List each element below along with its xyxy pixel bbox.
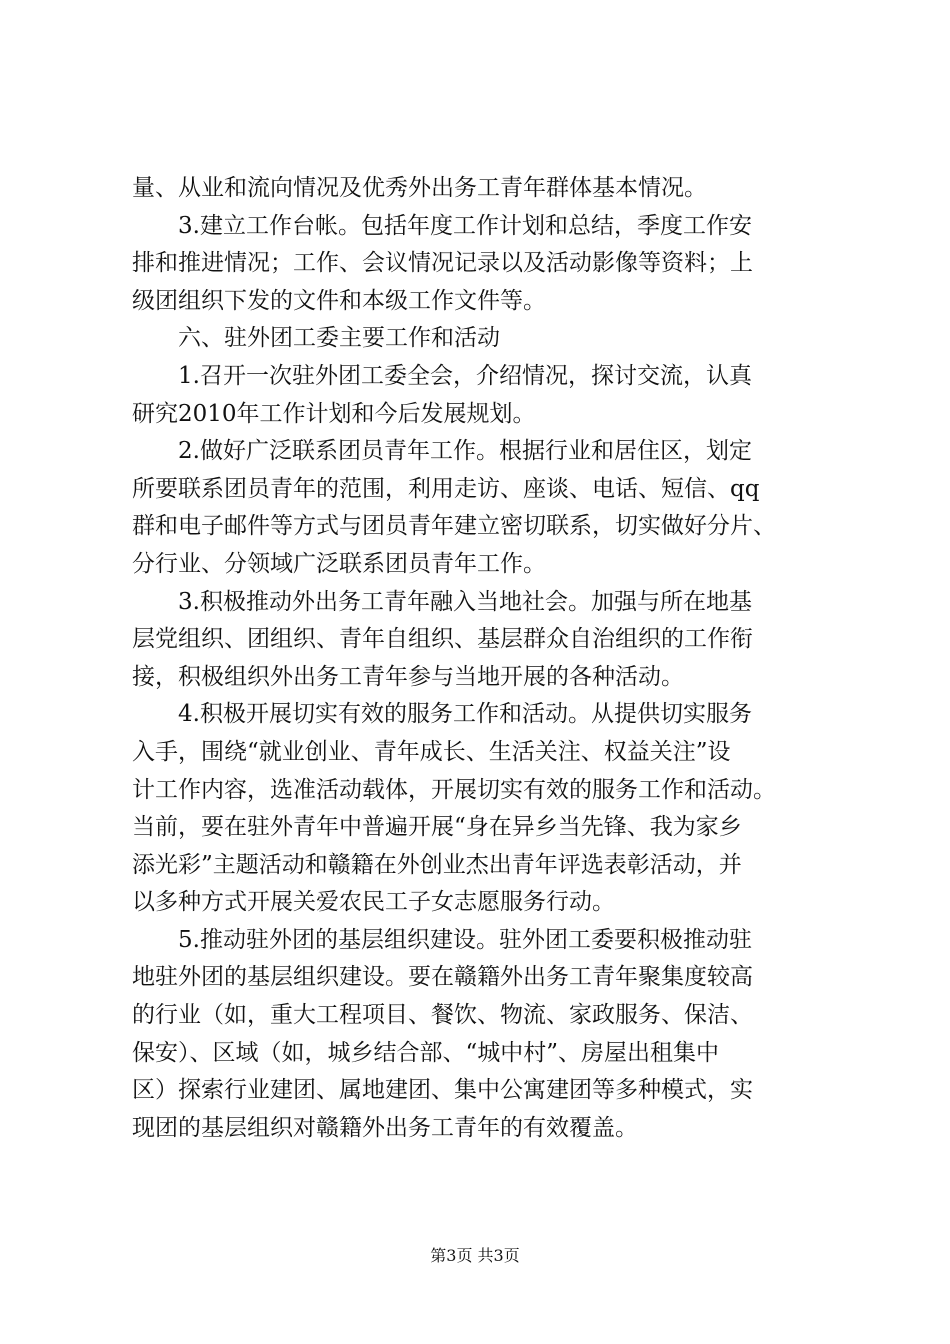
text-line: 2.做好广泛联系团员青年工作。根据行业和居住区，划定 [178, 438, 752, 465]
text-line: 地驻外团的基层组织建设。要在赣籍外出务工青年聚集度较高 [132, 964, 753, 991]
text-line: 以多种方式开展关爱农民工子女志愿服务行动。 [132, 889, 615, 916]
text-line: 分行业、分领域广泛联系团员青年工作。 [132, 550, 546, 577]
text-line: 的行业（如，重大工程项目、餐饮、物流、家政服务、保洁、 [132, 1002, 753, 1029]
text-line: 所要联系团员青年的范围，利用走访、座谈、电话、短信、qq [132, 475, 760, 502]
text-line: 层党组织、团组织、青年自组织、基层群众自治组织的工作衔 [132, 626, 753, 653]
text-line: 4.积极开展切实有效的服务工作和活动。从提供切实服务 [178, 701, 752, 728]
text-line: 当前，要在驻外青年中普遍开展“身在异乡当先锋、我为家乡 [132, 814, 742, 841]
text-line: 1.召开一次驻外团工委全会，介绍情况，探讨交流，认真 [178, 362, 752, 389]
page-footer [0, 1244, 950, 1268]
text-line: 量、从业和流向情况及优秀外出务工青年群体基本情况。 [132, 175, 707, 201]
section-heading: 六、驻外团工委主要工作和活动 [178, 325, 500, 352]
text-line: 群和电子邮件等方式与团员青年建立密切联系，切实做好分片、 [132, 513, 776, 540]
text-line: 5.推动驻外团的基层组织建设。驻外团工委要积极推动驻 [178, 926, 752, 953]
text-line: 添光彩”主题活动和赣籍在外创业杰出青年评选表彰活动，并 [132, 851, 742, 878]
text-line: 计工作内容，选准活动载体，开展切实有效的服务工作和活动。 [132, 776, 776, 803]
document-body [132, 170, 852, 1147]
text-line: 区）探索行业建团、属地建团、集中公寓建团等多种模式，实 [132, 1077, 753, 1104]
text-line: 3.积极推动外出务工青年融入当地社会。加强与所在地基 [178, 588, 752, 615]
text-line: 级团组织下发的文件和本级工作文件等。 [132, 287, 546, 314]
text-line: 排和推进情况；工作、会议情况记录以及活动影像等资料；上 [132, 250, 753, 277]
text-line: 研究2010年工作计划和今后发展规划。 [132, 400, 536, 427]
text-line: 接，积极组织外出务工青年参与当地开展的各种活动。 [132, 663, 684, 690]
page-number-label: 第3页 共3页 [430, 1246, 520, 1265]
text-line: 保安）、区域（如，城乡结合部、“城中村”、房屋出租集中 [132, 1039, 720, 1066]
text-line: 入手，围绕“就业创业、青年成长、生活关注、权益关注”设 [132, 738, 731, 765]
text-line: 3.建立工作台帐。包括年度工作计划和总结，季度工作安 [178, 212, 752, 239]
text-line: 现团的基层组织对赣籍外出务工青年的有效覆盖。 [132, 1114, 638, 1141]
